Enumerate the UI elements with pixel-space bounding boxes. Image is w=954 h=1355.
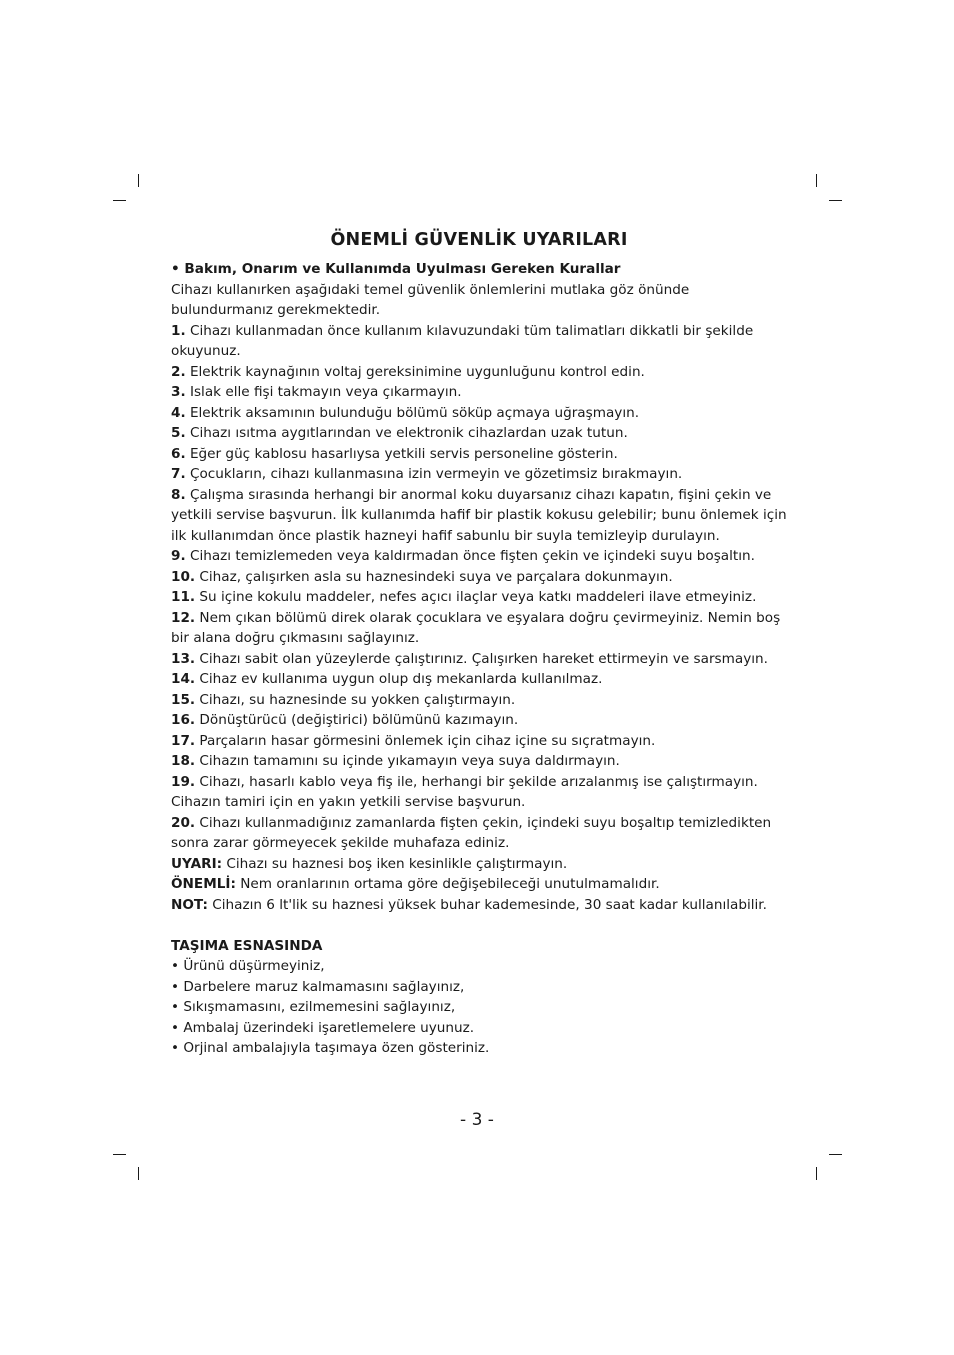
rule-item: 8. Çalışma sırasında herhangi bir anormal koku duyarsanız cihazı kapatın, fişini çekin ve yetkili servise başvurun. İlk kullanımda hafif bir plastik kokusu gelebilir; bunu önlemek için ilk kullanımdan önce plastik hazneyi hafif sabunlu bir suyla temizleyip durulayın. — [171, 486, 787, 544]
transport-heading: TAŞIMA ESNASINDA — [171, 937, 323, 954]
crop-mark — [829, 1154, 842, 1155]
crop-mark — [113, 200, 126, 201]
rule-item: 7. Çocukların, cihazı kullanmasına izin vermeyin ve gözetimsiz bırakmayın. — [171, 466, 683, 482]
rule-item: 4. Elektrik aksamının bulunduğu bölümü söküp açmaya uğraşmayın. — [171, 404, 640, 421]
page-number: - 3 - — [460, 1110, 494, 1130]
notes-block — [171, 854, 787, 916]
rule-item: 20. Cihazı kullanmadığınız zamanlarda fişten çekin, içindeki suyu boşaltıp temizledikten sonra zarar görmeyecek şekilde muhafaza ediniz. — [171, 814, 772, 851]
list-item: • Ambalaj üzerindeki işaretlemelere uyunuz. — [171, 1019, 475, 1036]
section-heading: • Bakım, Onarım ve Kullanımda Uyulması Gereken Kurallar — [171, 261, 621, 277]
list-item: • Orjinal ambalajıyla taşımaya özen gösteriniz. — [171, 1040, 490, 1056]
rule-item: 6. Eğer güç kablosu hasarlıysa yetkili servis personeline gösterin. — [171, 445, 618, 462]
list-item: • Darbelere maruz kalmamasını sağlayınız, — [171, 978, 465, 995]
rule-item: 16. Dönüştürücü (değiştirici) bölümünü kazımayın. — [171, 712, 519, 728]
rule-item: 13. Cihazı sabit olan yüzeylerde çalıştırınız. Çalışırken hareket ettirmeyin ve sarsmayın. — [171, 650, 768, 667]
important-note: ÖNEMLİ: Nem oranlarının ortama göre değişebileceği unutulmamalıdır. — [171, 876, 660, 892]
page-title: ÖNEMLİ GÜVENLİK UYARILARI — [330, 230, 628, 250]
info-note: NOT: Cihazın 6 lt'lik su haznesi yüksek buhar kademesinde, 30 saat kadar kullanılabilir. — [171, 896, 767, 913]
rules-list — [171, 321, 787, 854]
rule-item: 5. Cihazı ısıtma aygıtlarından ve elektronik cihazlardan uzak tutun. — [171, 425, 628, 441]
rule-item: 12. Nem çıkan bölümü direk olarak çocuklara ve eşyalara doğru çevirmeyiniz. Nemin boş bir alana doğru çıkmasını sağlayınız. — [171, 609, 781, 646]
rule-item: 1. Cihazı kullanmadan önce kullanım kılavuzundaki tüm talimatları dikkatli bir şekilde okuyunuz. — [171, 322, 754, 359]
warning-note: UYARI: Cihazı su haznesi boş iken kesinlikle çalıştırmayın. — [171, 855, 568, 872]
list-item: • Sıkışmamasını, ezilmemesini sağlayınız, — [171, 999, 456, 1015]
rule-item: 14. Cihaz ev kullanıma uygun olup dış mekanlarda kullanılmaz. — [171, 671, 603, 687]
crop-mark — [816, 1167, 817, 1180]
rule-item: 2. Elektrik kaynağının voltaj gereksinimine uygunluğunu kontrol edin. — [171, 363, 645, 380]
rule-item: 3. Islak elle fişi takmayın veya çıkarmayın. — [171, 384, 462, 400]
rule-item: 15. Cihazı, su haznesinde su yokken çalıştırmayın. — [171, 691, 516, 708]
spacer — [171, 915, 787, 936]
document-body — [171, 228, 787, 1059]
crop-mark — [816, 174, 817, 187]
crop-mark — [113, 1154, 126, 1155]
rule-item: 11. Su içine kokulu maddeler, nefes açıcı ilaçlar veya katkı maddeleri ilave etmeyiniz. — [171, 589, 757, 605]
rule-item: 19. Cihazı, hasarlı kablo veya fiş ile, herhangi bir şekilde arızalanmış ise çalıştırmayın. Cihazın tamiri için en yakın yetkili servise başvurun. — [171, 773, 758, 810]
rule-item: 17. Parçaların hasar görmesini önlemek için cihaz içine su sıçratmayın. — [171, 732, 656, 749]
transport-list — [171, 956, 787, 1059]
crop-mark — [138, 174, 139, 187]
list-item: • Ürünü düşürmeyiniz, — [171, 958, 325, 974]
rule-item: 18. Cihazın tamamını su içinde yıkamayın veya suya daldırmayın. — [171, 753, 620, 769]
rule-item: 10. Cihaz, çalışırken asla su haznesindeki suya ve parçalara dokunmayın. — [171, 568, 673, 585]
rule-item: 9. Cihazı temizlemeden veya kaldırmadan önce fişten çekin ve içindeki suyu boşaltın. — [171, 548, 755, 564]
crop-mark — [829, 200, 842, 201]
crop-mark — [138, 1167, 139, 1180]
intro-text: Cihazı kullanırken aşağıdaki temel güvenlik önlemlerini mutlaka göz önünde bulundurmanız gerekmektedir. — [171, 281, 690, 318]
